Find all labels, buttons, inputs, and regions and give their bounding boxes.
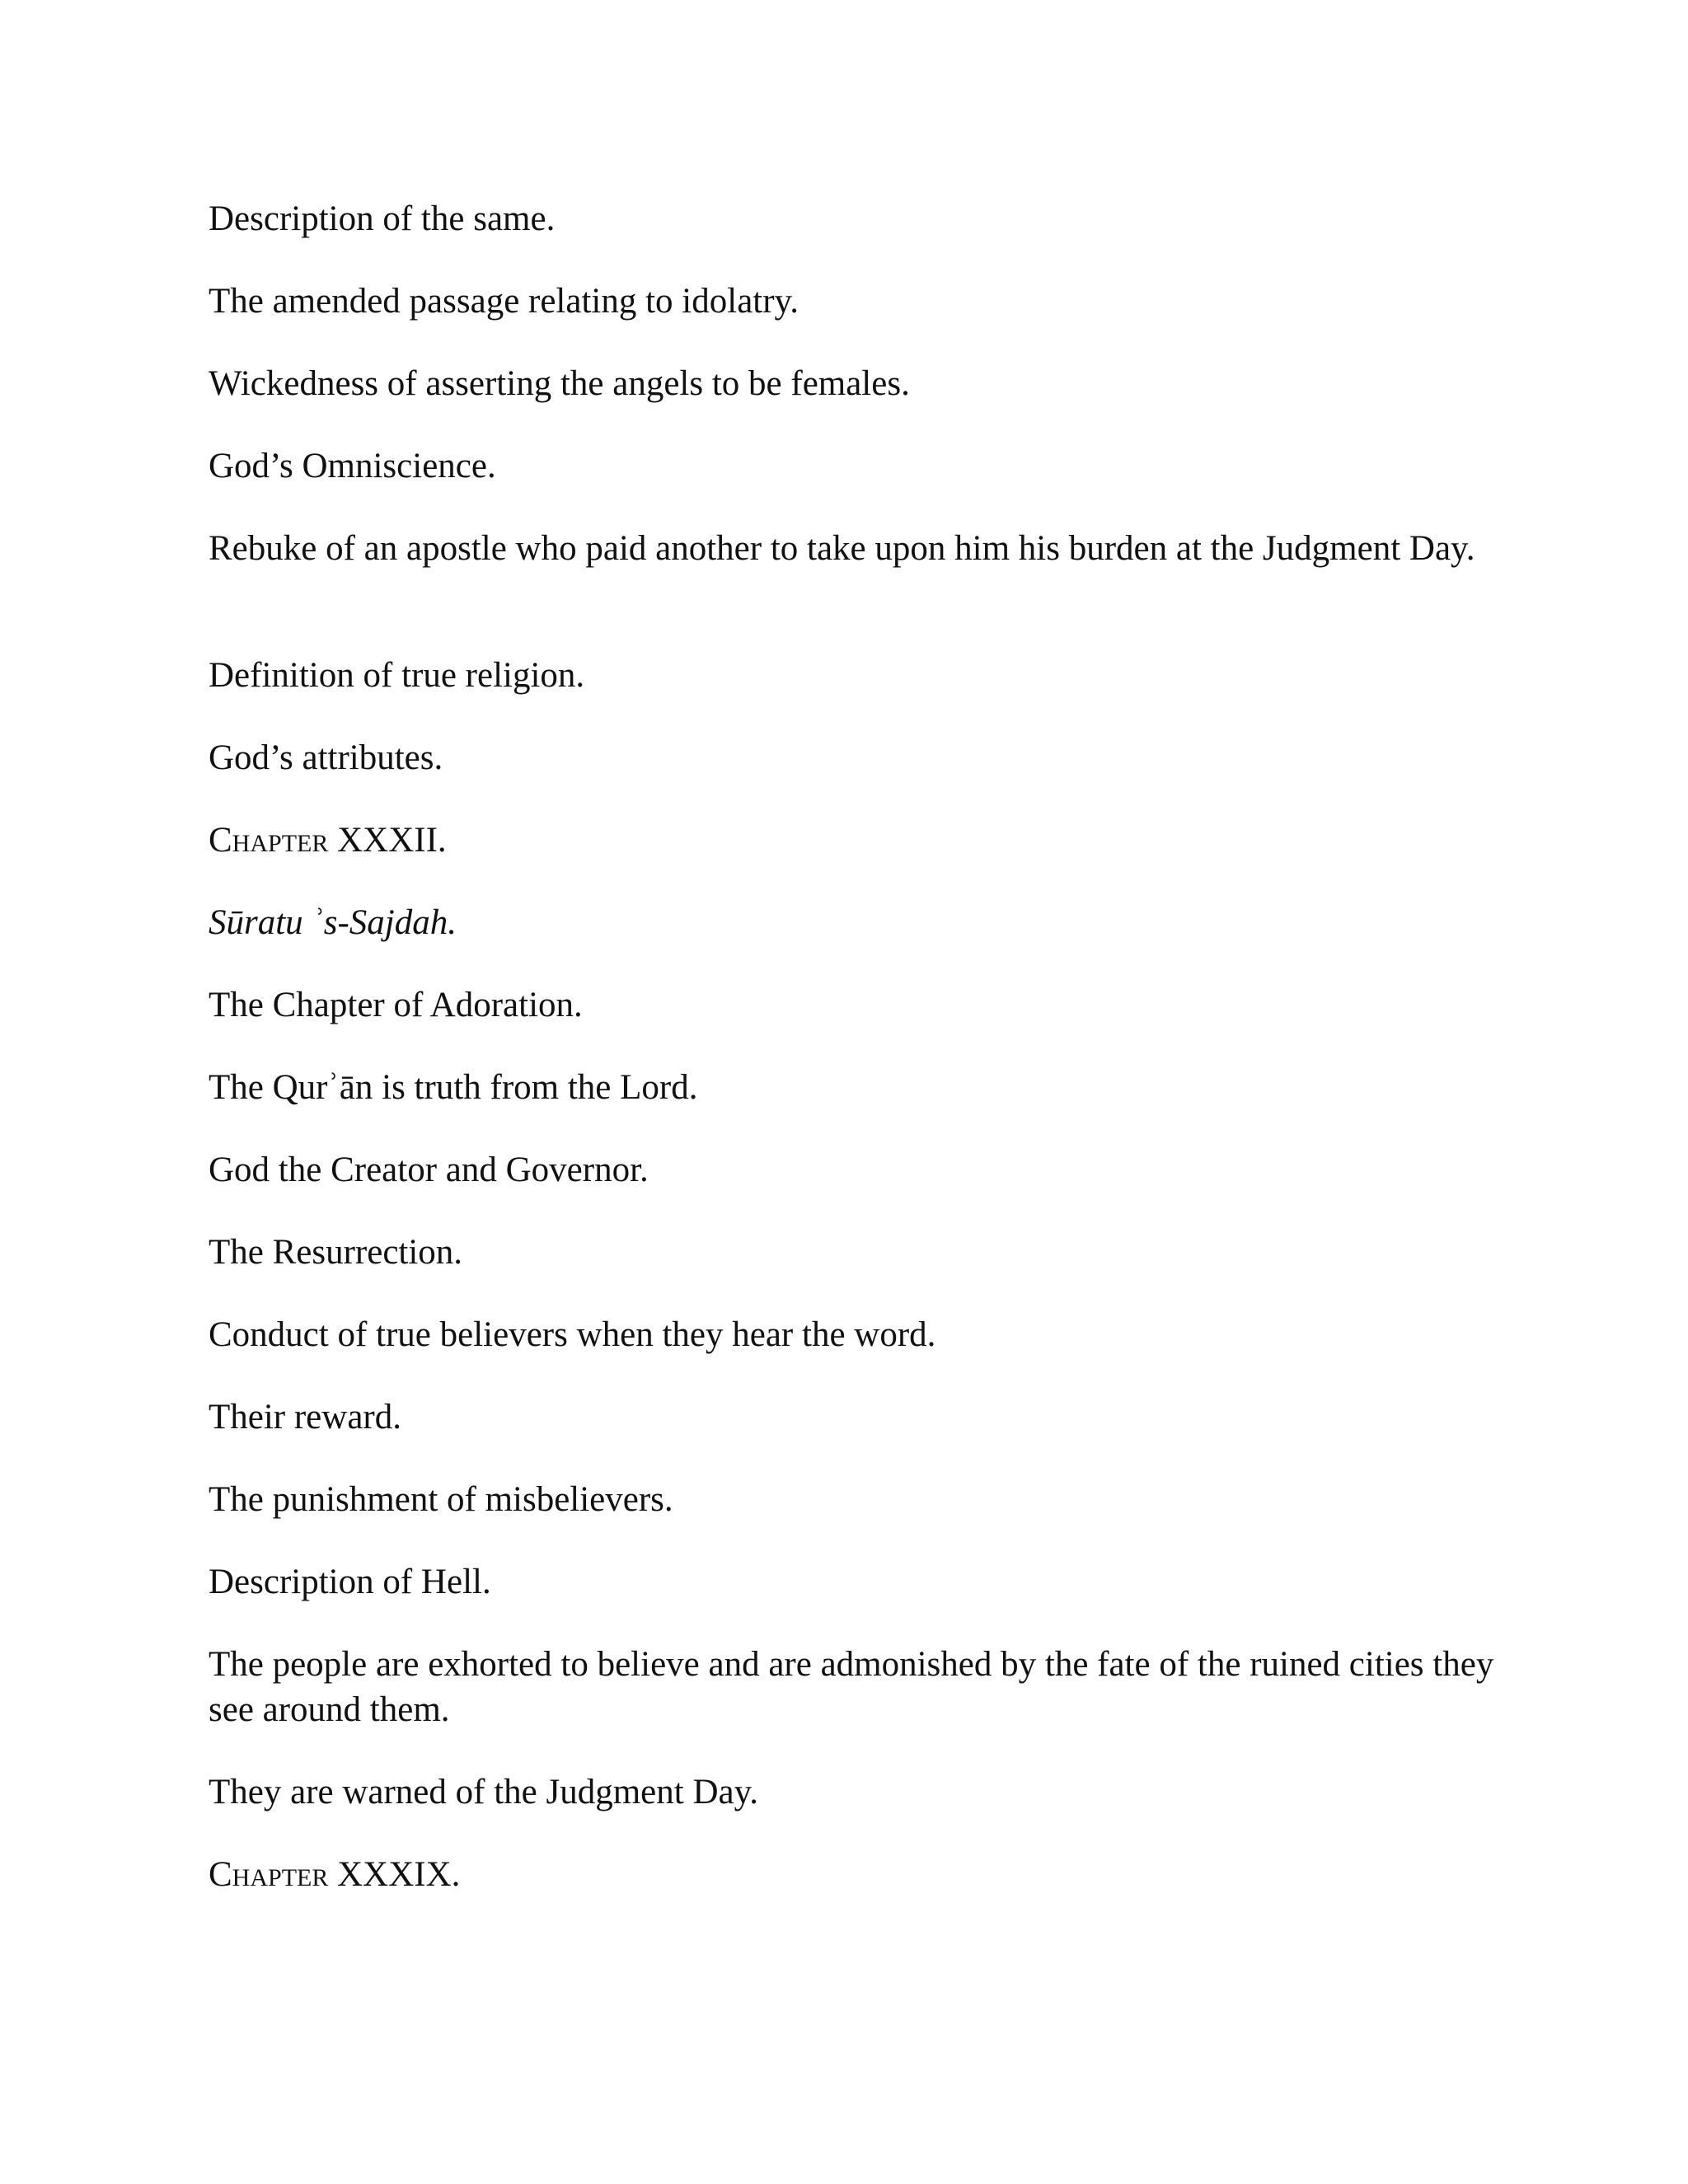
entry-gods-omniscience: God’s Omniscience. — [209, 447, 496, 485]
entry-amended-passage: The amended passage relating to idolatry. — [209, 282, 799, 321]
entry-creator-governor: God the Creator and Governor. — [209, 1151, 649, 1189]
chapter-heading-xxxii: Chapter XXXII. — [209, 821, 447, 860]
entry-quran-truth: The Qurʾān is truth from the Lord. — [209, 1068, 698, 1107]
entry-punishment-misbelievers: The punishment of misbelievers. — [209, 1480, 673, 1519]
entry-conduct-believers: Conduct of true believers when they hear the word. — [209, 1315, 936, 1354]
entry-gods-attributes: God’s attributes. — [209, 738, 443, 777]
entry-chapter-adoration: The Chapter of Adoration. — [209, 986, 583, 1024]
entry-angels-females: Wickedness of asserting the angels to be females. — [209, 364, 910, 403]
chapter-heading-xxxix: Chapter XXXIX. — [209, 1855, 461, 1894]
entry-warned-judgment: They are warned of the Judgment Day. — [209, 1773, 759, 1811]
entry-true-religion: Definition of true religion. — [209, 656, 585, 695]
entry-resurrection: The Resurrection. — [209, 1233, 463, 1272]
entry-their-reward: Their reward. — [209, 1398, 401, 1436]
entry-people-exhorted: The people are exhorted to believe and are admonished by the fate of the ruined cities they see around them. — [209, 1645, 1494, 1729]
entry-description-hell: Description of Hell. — [209, 1563, 491, 1601]
entry-description-same: Description of the same. — [209, 199, 556, 238]
surah-title-sajdah: Sūratu ʾs-Sajdah. — [209, 903, 457, 942]
entry-rebuke-apostle: Rebuke of an apostle who paid another to take upon him his burden at the Judgment Day. — [209, 529, 1475, 568]
